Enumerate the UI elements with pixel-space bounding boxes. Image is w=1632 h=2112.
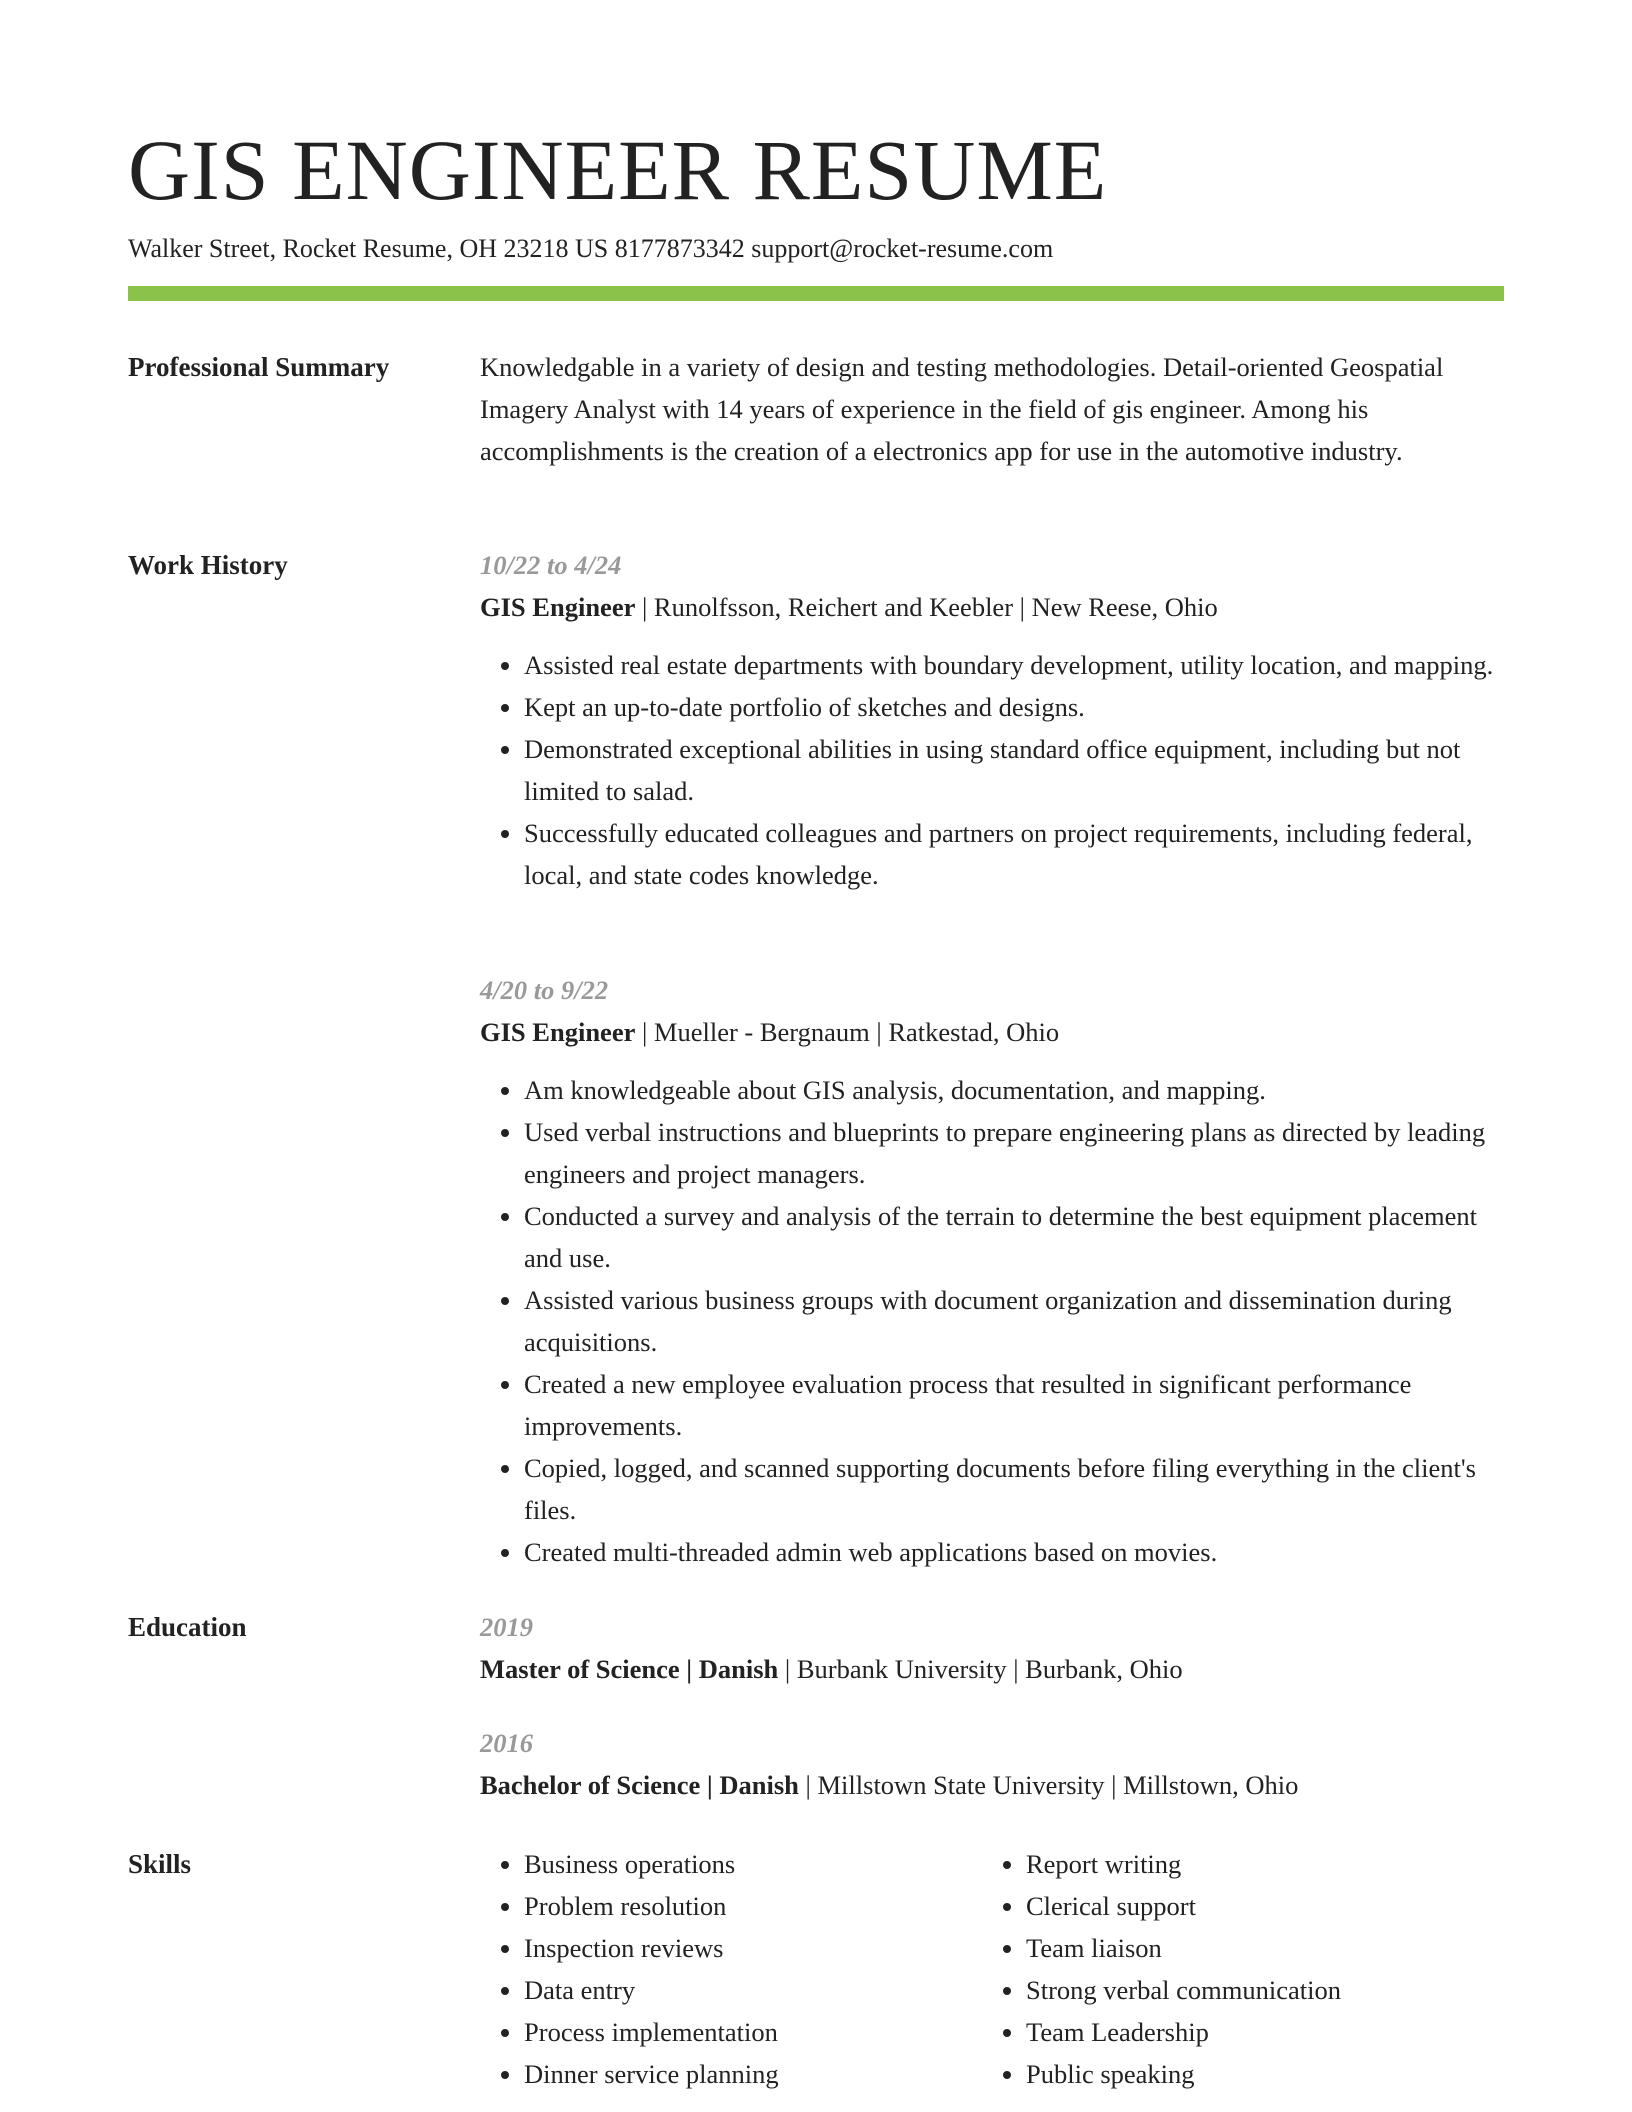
job-bullet: • Conducted a survey and analysis of the terrain to determine the best equipment placement and use. xyxy=(524,1195,1504,1279)
skill-item: • Data entry xyxy=(524,1969,779,2011)
job-bullet: • Created multi-threaded admin web applications based on movies. xyxy=(524,1531,1504,1573)
skill-item: • Dinner service planning xyxy=(524,2053,779,2095)
education-year: 2016 xyxy=(480,1728,533,1758)
job-dates: 4/20 to 9/22 xyxy=(480,975,609,1005)
education-entry xyxy=(480,1606,1504,1690)
job-bullet: • Used verbal instructions and blueprints to prepare engineering plans as directed by leading engineers and project managers. xyxy=(524,1111,1504,1195)
skill-item: • Team Leadership xyxy=(1026,2011,1341,2053)
skills-list xyxy=(982,1843,1341,2095)
skill-item: • Business operations xyxy=(524,1843,779,1885)
education-year: 2019 xyxy=(480,1612,533,1642)
skills-column-right xyxy=(982,1843,1341,2095)
skill-item: • Team liaison xyxy=(1026,1927,1341,1969)
skill-item: • Report writing xyxy=(1026,1843,1341,1885)
skill-item: • Inspection reviews xyxy=(524,1927,779,1969)
job-entry xyxy=(480,544,1504,896)
degree-title: Bachelor of Science | Danish xyxy=(480,1770,799,1800)
education-entry xyxy=(480,1722,1504,1806)
degree-title: Master of Science | Danish xyxy=(480,1654,779,1684)
section-label-summary: Professional Summary xyxy=(128,352,390,382)
job-entry xyxy=(480,969,1504,1573)
job-bullet: • Demonstrated exceptional abilities in using standard office equipment, including but not limited to salad. xyxy=(524,728,1504,812)
summary-section xyxy=(480,346,1504,472)
job-title: GIS Engineer xyxy=(480,592,636,622)
section-label-education: Education xyxy=(128,1612,247,1642)
accent-divider xyxy=(128,286,1504,301)
education-details: | Millstown State University | Millstown, Ohio xyxy=(798,1770,1299,1800)
skills-column-left xyxy=(480,1843,779,2095)
job-bullet: • Kept an up-to-date portfolio of sketches and designs. xyxy=(524,686,1504,728)
job-details: | Runolfsson, Reichert and Keebler | New Reese, Ohio xyxy=(635,592,1218,622)
education-heading xyxy=(480,1764,1504,1806)
job-bullet: • Assisted various business groups with document organization and dissemination during acquisitions. xyxy=(524,1279,1504,1363)
section-label-skills: Skills xyxy=(128,1849,192,1879)
job-bullet: • Created a new employee evaluation process that resulted in significant performance improvements. xyxy=(524,1363,1504,1447)
job-bullets xyxy=(480,644,1504,896)
skill-item: • Clerical support xyxy=(1026,1885,1341,1927)
job-heading xyxy=(480,586,1504,628)
job-title: GIS Engineer xyxy=(480,1017,636,1047)
job-bullet: • Successfully educated colleagues and partners on project requirements, including federal, local, and state codes knowledge. xyxy=(524,812,1504,896)
job-details: | Mueller - Bergnaum | Ratkestad, Ohio xyxy=(635,1017,1060,1047)
summary-text: Knowledgable in a variety of design and testing methodologies. Detail-oriented Geospatial Imagery Analyst with 14 years of experience in the field of gis engineer. Among his accomplishments is the creation of a electronics app for use in the automotive industry. xyxy=(480,352,1444,466)
job-dates: 10/22 to 4/24 xyxy=(480,550,622,580)
job-heading xyxy=(480,1011,1504,1053)
contact-line: Walker Street, Rocket Resume, OH 23218 US 8177873342 support@rocket-resume.com xyxy=(128,234,1054,263)
skill-item: • Problem resolution xyxy=(524,1885,779,1927)
education-heading xyxy=(480,1648,1504,1690)
skill-item: • Strong verbal communication xyxy=(1026,1969,1341,2011)
job-bullets xyxy=(480,1069,1504,1573)
job-bullet: • Assisted real estate departments with boundary development, utility location, and mapping. xyxy=(524,644,1504,686)
section-label-work-history: Work History xyxy=(128,550,288,580)
skill-item: • Public speaking xyxy=(1026,2053,1341,2095)
job-bullet: • Am knowledgeable about GIS analysis, documentation, and mapping. xyxy=(524,1069,1504,1111)
skills-list xyxy=(480,1843,779,2095)
skill-item: • Process implementation xyxy=(524,2011,779,2053)
job-bullet: • Copied, logged, and scanned supporting documents before filing everything in the client's files. xyxy=(524,1447,1504,1531)
resume-title: GIS ENGINEER RESUME xyxy=(128,122,1108,218)
education-details: | Burbank University | Burbank, Ohio xyxy=(778,1654,1183,1684)
